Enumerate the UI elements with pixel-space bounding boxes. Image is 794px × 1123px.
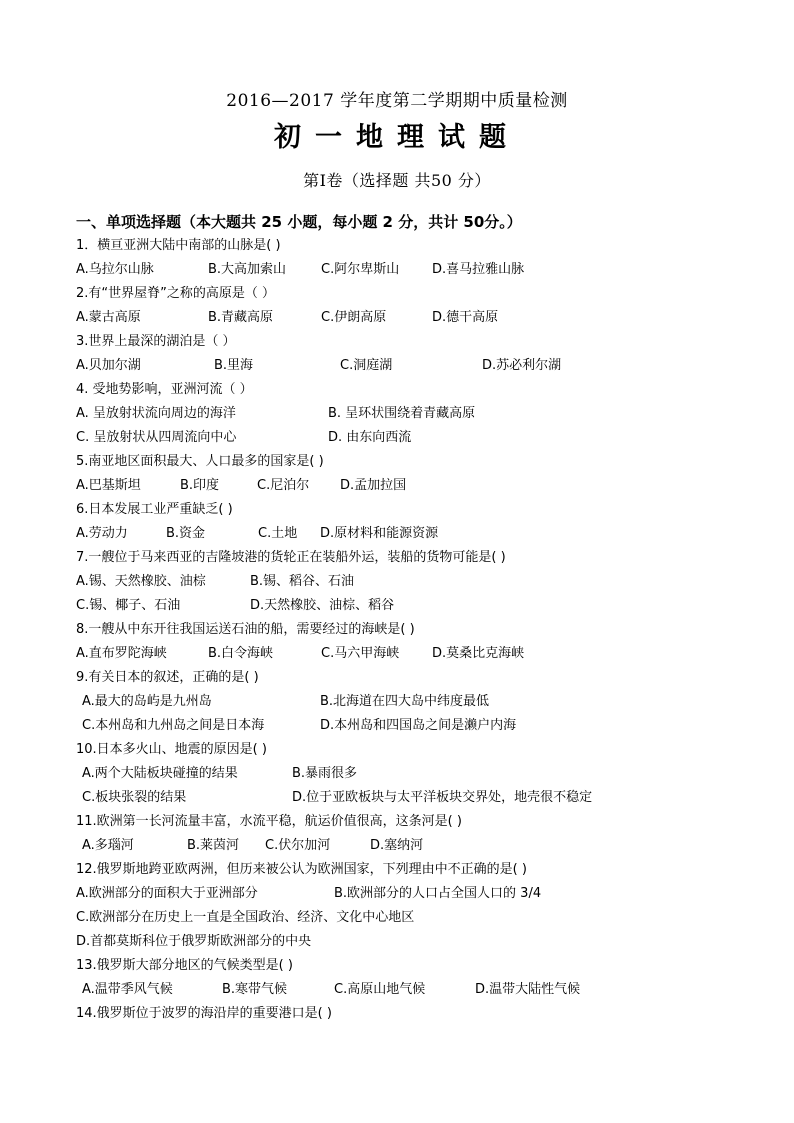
answer-option: C.伏尔加河 [265,838,331,853]
answer-option: C.伊朗高原 [321,310,387,325]
question-stem: 13.俄罗斯大部分地区的气候类型是( ) [76,958,293,973]
answer-option: A.温带季风气候 [82,982,173,997]
answer-option: B. 呈环状围绕着青藏高原 [328,406,476,421]
answer-option: B.青藏高原 [208,310,274,325]
answer-option: A.欧洲部分的面积大于亚洲部分 [76,886,258,901]
answer-option: D.温带大陆性气候 [475,982,581,997]
answer-option: D.本州岛和四国岛之间是濑户内海 [320,718,517,733]
answer-option: D.苏必利尔湖 [482,358,562,373]
answer-option: B.资金 [166,526,206,541]
answer-option: D. 由东向西流 [328,430,412,445]
answer-option: A.最大的岛屿是九州岛 [82,694,212,709]
answer-option: A.锡、天然橡胶、油棕 [76,574,206,589]
answer-option: A. 呈放射状流向周边的海洋 [76,406,236,421]
answer-option: B.暴雨很多 [292,766,358,781]
answer-option: B.里海 [214,358,254,373]
answer-option: B.寒带气候 [222,982,288,997]
answer-option: A.乌拉尔山脉 [76,262,154,277]
question-stem: 14.俄罗斯位于波罗的海沿岸的重要港口是( ) [76,1006,332,1021]
answer-option: B.北海道在四大岛中纬度最低 [320,694,490,709]
answer-option: B.印度 [180,478,220,493]
answer-option: C.土地 [258,526,298,541]
section-heading: 一、单项选择题（本大题共 25 小题，每小题 2 分，共计 50分。） [76,213,522,231]
question-stem: 6.日本发展工业严重缺乏( ) [76,502,233,517]
answer-option: D.喜马拉雅山脉 [432,262,525,277]
question-stem: 7.一艘位于马来西亚的吉隆坡港的货轮正在装船外运，装船的货物可能是( ) [76,550,506,565]
question-stem: 8.一艘从中东开往我国运送石油的船，需要经过的海峡是( ) [76,622,415,637]
answer-option: A.直布罗陀海峡 [76,646,167,661]
answer-option: B.莱茵河 [187,838,240,853]
answer-option: A.贝加尔湖 [76,358,141,373]
question-stem: 12.俄罗斯地跨亚欧两洲，但历来被公认为欧洲国家，下列理由中不正确的是( ) [76,862,527,877]
answer-option: C.欧洲部分在历史上一直是全国政治、经济、文化中心地区 [76,910,415,925]
answer-option: A.多瑙河 [82,838,134,853]
answer-option: C.阿尔卑斯山 [321,262,400,277]
question-stem: 4. 受地势影响，亚洲河流（ ） [76,382,253,397]
answer-option: D.原材料和能源资源 [320,526,439,541]
answer-option: C.锡、椰子、石油 [76,598,181,613]
answer-option: B.锡、稻谷、石油 [250,574,355,589]
answer-option: C.高原山地气候 [334,982,426,997]
question-stem: 10.日本多火山、地震的原因是( ) [76,742,267,757]
exam-title: 初一地理试题 [274,122,520,153]
answer-option: D.首都莫斯科位于俄罗斯欧洲部分的中央 [76,934,312,949]
question-stem: 9.有关日本的叙述，正确的是( ) [76,670,259,685]
answer-option: C.洞庭湖 [340,358,393,373]
answer-option: B.大高加索山 [208,262,287,277]
answer-option: B.欧洲部分的人口占全国人口的 3/4 [334,886,542,901]
answer-option: D.天然橡胶、油棕、稻谷 [250,598,395,613]
answer-option: D.德干高原 [432,310,499,325]
answer-option: A.劳动力 [76,526,128,541]
answer-option: C.板块张裂的结果 [82,790,187,805]
exam-volume: 第Ⅰ卷（选择题 共50 分） [303,171,491,190]
answer-option: D.塞纳河 [370,838,424,853]
answer-option: A.蒙古高原 [76,310,141,325]
answer-option: A.两个大陆板块碰撞的结果 [82,766,238,781]
answer-option: A.巴基斯坦 [76,478,141,493]
answer-option: C.马六甲海峡 [321,646,400,661]
question-stem: 2.有“世界屋脊”之称的高原是（ ） [76,286,276,301]
answer-option: D.孟加拉国 [340,478,407,493]
answer-option: B.白令海峡 [208,646,274,661]
question-stem: 5.南亚地区面积最大、人口最多的国家是( ) [76,454,324,469]
answer-option: C.本州岛和九州岛之间是日本海 [82,718,265,733]
answer-option: C.尼泊尔 [257,478,310,493]
question-stem: 3.世界上最深的湖泊是（ ） [76,334,236,349]
answer-option: C. 呈放射状从四周流向中心 [76,430,237,445]
exam-term: 2016—2017 学年度第二学期期中质量检测 [226,91,568,111]
question-stem: 1．横亘亚洲大陆中南部的山脉是( ) [76,238,281,253]
answer-option: D.位于亚欧板块与太平洋板块交界处，地壳很不稳定 [292,790,593,805]
answer-option: D.莫桑比克海峡 [432,646,525,661]
question-stem: 11.欧洲第一长河流量丰富，水流平稳，航运价值很高，这条河是( ) [76,814,462,829]
